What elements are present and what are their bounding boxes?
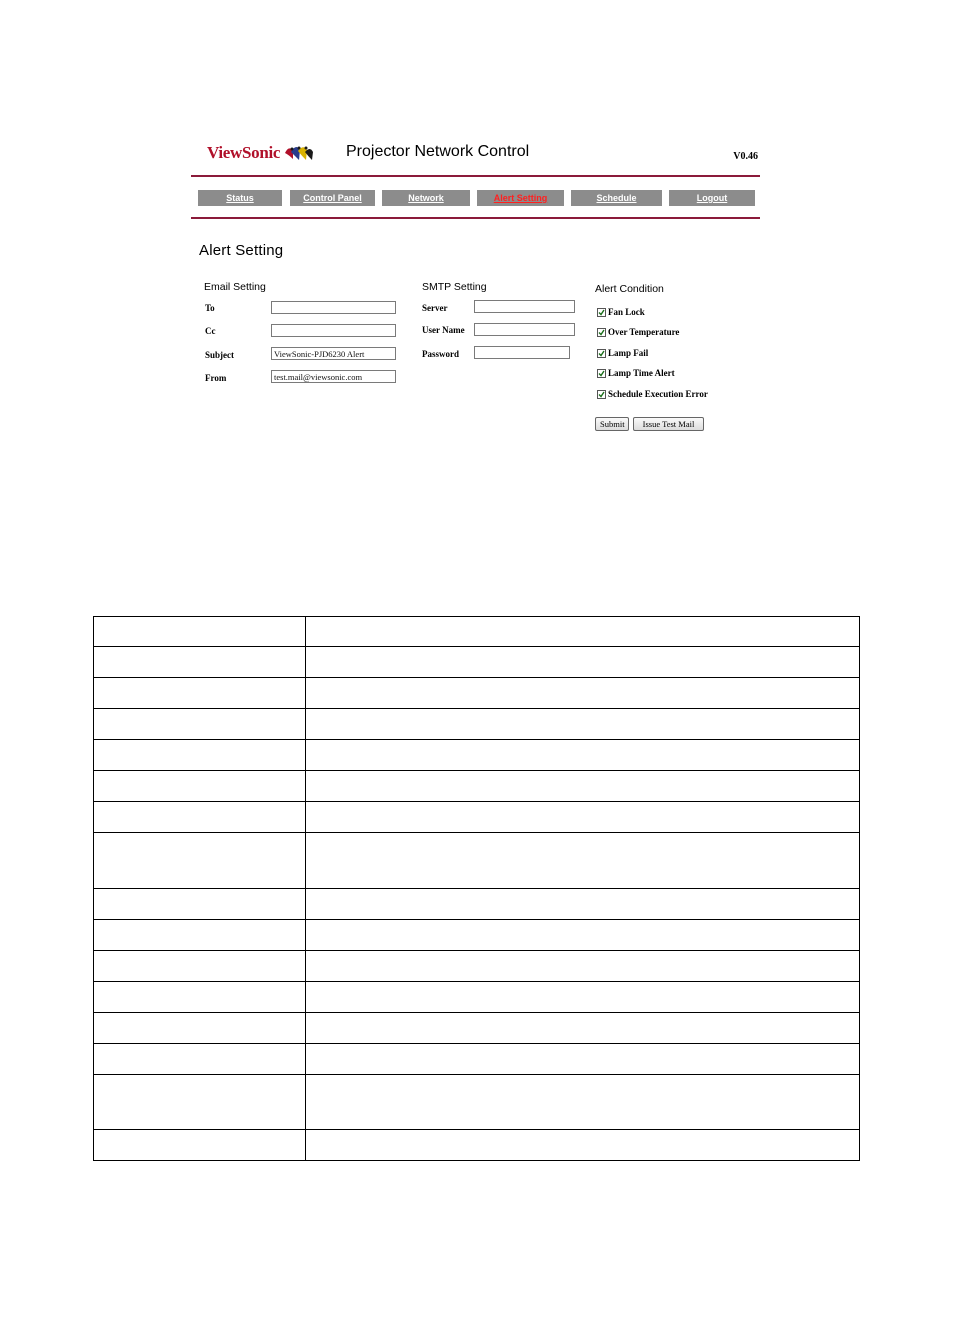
table-cell (94, 1075, 306, 1130)
table-cell (94, 709, 306, 740)
password-label: Password (422, 349, 460, 359)
tab-status[interactable]: Status (198, 190, 282, 206)
table-cell (94, 889, 306, 920)
table-cell (94, 833, 306, 889)
lamp-time-alert-checkbox[interactable] (597, 369, 606, 378)
table-row (94, 982, 860, 1013)
table-cell (306, 1075, 860, 1130)
birds-logo-icon (284, 143, 314, 163)
lamp-fail-label: Lamp Fail (608, 348, 649, 358)
table-cell (306, 771, 860, 802)
checkmark-icon (598, 350, 605, 357)
checkmark-icon (598, 370, 605, 377)
over-temperature-checkbox[interactable] (597, 328, 606, 337)
cc-field[interactable] (271, 324, 396, 337)
table-cell (306, 1130, 860, 1161)
alert-item-lamp-time-alert (597, 368, 675, 378)
lamp-fail-checkbox[interactable] (597, 349, 606, 358)
table-row (94, 833, 860, 889)
lamp-time-alert-label: Lamp Time Alert (608, 368, 675, 378)
alert-item-schedule-execution-error (597, 389, 708, 399)
table-cell (306, 889, 860, 920)
table-cell (94, 617, 306, 647)
app-title: Projector Network Control (346, 143, 530, 160)
table-cell (306, 647, 860, 678)
table-cell (306, 982, 860, 1013)
checkmark-icon (598, 391, 605, 398)
tab-logout[interactable]: Logout (669, 190, 755, 206)
to-field[interactable] (271, 301, 396, 314)
header-divider (191, 175, 760, 177)
tab-schedule[interactable]: Schedule (571, 190, 662, 206)
table-row (94, 889, 860, 920)
table-cell (306, 833, 860, 889)
tab-network[interactable]: Network (382, 190, 470, 206)
table-cell (94, 1013, 306, 1044)
table-cell (94, 982, 306, 1013)
smtp-setting-title: SMTP Setting (422, 281, 487, 293)
table-cell (94, 740, 306, 771)
table-cell (306, 709, 860, 740)
viewsonic-logo (207, 143, 314, 163)
table-cell (306, 678, 860, 709)
table-row (94, 709, 860, 740)
schedule-execution-error-label: Schedule Execution Error (608, 389, 708, 399)
page-title: Alert Setting (199, 242, 284, 259)
table-row (94, 1130, 860, 1161)
tab-control-panel[interactable]: Control Panel (290, 190, 375, 206)
table-row (94, 740, 860, 771)
table-row (94, 647, 860, 678)
server-label: Server (422, 303, 448, 313)
to-label: To (205, 303, 215, 313)
table-cell (94, 920, 306, 951)
schedule-execution-error-checkbox[interactable] (597, 390, 606, 399)
alert-item-over-temperature (597, 327, 679, 337)
tab-alert-setting[interactable]: Alert Setting (477, 190, 564, 206)
table-cell (94, 771, 306, 802)
cc-label: Cc (205, 326, 216, 336)
version-label: V0.46 (733, 151, 758, 162)
brand-name: ViewSonic (207, 143, 281, 162)
from-label: From (205, 373, 227, 383)
nav-divider (191, 217, 760, 219)
table-cell (94, 951, 306, 982)
table-row (94, 920, 860, 951)
table-row (94, 1075, 860, 1130)
alert-condition-title: Alert Condition (595, 283, 664, 295)
email-setting-title: Email Setting (204, 281, 266, 293)
fan-lock-label: Fan Lock (608, 307, 645, 317)
server-field[interactable] (474, 300, 575, 313)
fan-lock-checkbox[interactable] (597, 308, 606, 317)
table-row (94, 1013, 860, 1044)
from-field[interactable] (271, 370, 396, 383)
username-field[interactable] (474, 323, 575, 336)
username-label: User Name (422, 325, 465, 335)
table-cell (306, 617, 860, 647)
description-table (93, 616, 860, 1161)
table-cell (94, 678, 306, 709)
over-temperature-label: Over Temperature (608, 327, 680, 337)
table-row (94, 617, 860, 647)
table-cell (94, 647, 306, 678)
table-row (94, 802, 860, 833)
checkmark-icon (598, 309, 605, 316)
table-cell (94, 1130, 306, 1161)
table-row (94, 1044, 860, 1075)
alert-item-lamp-fail (597, 348, 648, 358)
table-row (94, 951, 860, 982)
table-cell (306, 802, 860, 833)
subject-label: Subject (205, 350, 234, 360)
table-cell (94, 1044, 306, 1075)
alert-item-fan-lock (597, 307, 645, 317)
issue-test-mail-button[interactable]: Issue Test Mail (633, 417, 704, 431)
submit-button[interactable]: Submit (595, 417, 629, 431)
table-cell (306, 920, 860, 951)
password-field[interactable] (474, 346, 570, 359)
projector-web-ui (190, 135, 760, 445)
table-cell (94, 802, 306, 833)
table-row (94, 678, 860, 709)
table-row (94, 771, 860, 802)
subject-field[interactable] (271, 347, 396, 360)
table-cell (306, 740, 860, 771)
table-cell (306, 1044, 860, 1075)
table-cell (306, 1013, 860, 1044)
checkmark-icon (598, 329, 605, 336)
table-cell (306, 951, 860, 982)
